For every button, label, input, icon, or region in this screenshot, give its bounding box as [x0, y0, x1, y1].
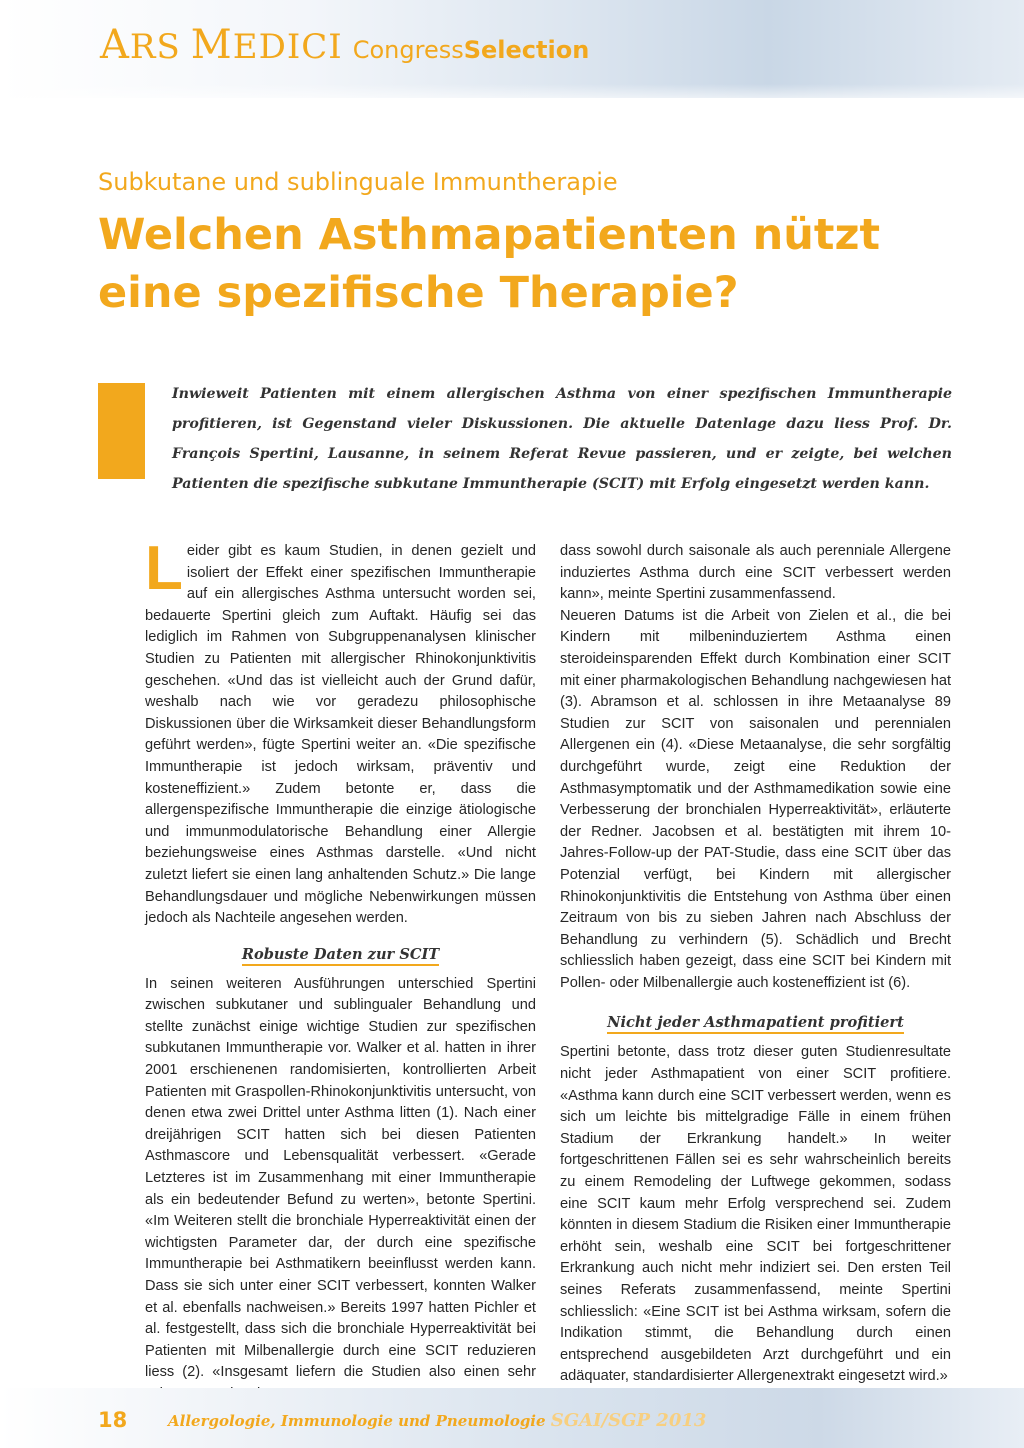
lead-accent-bar: [98, 383, 145, 479]
subhead-robuste-daten-text: Robuste Daten zur SCIT: [242, 946, 439, 966]
article-title: Welchen Asthmapatienten nützt eine spezifische Therapie?: [98, 210, 881, 318]
subhead-nicht-jeder-text: Nicht jeder Asthmapatient profitiert: [607, 1014, 904, 1034]
brand-selection: Selection: [463, 36, 590, 64]
paragraph-conclusion: Spertini betonte, dass trotz dieser guten Studienresultate nicht jeder Asthmapatient von einer SCIT profitiere. «Asthma kann durch eine SCIT verbessert werden, wenn es sich um leichte bis mittelgradige Fälle in einem frühen Stadium der Erkrankung handelt.» In weiter fortgeschrittenen Fällen sei es sehr wahrscheinlich bereits zu einem Remodeling der Luftwege gekommen, sodass eine SCIT kaum mehr Erfolg versprechend sei. Zudem könnten in diesem Stadium die Risiken einer Immuntherapie erhöht sein, weshalb eine SCIT bei fortgeschrittener Erkrankung auch nicht mehr indiziert sei. Den ersten Teil seines Referats zusammenfassend, meinte Spertini schliesslich: «Eine SCIT ist bei Asthma wirksam, sofern die Indikation stimmt, die Behandlung durch einen entsprechend ausgebildeten Arzt durchgeführt und ein adäquater, standardisierter Allergenextrakt eingesetzt wird.»: [560, 1044, 951, 1385]
article-kicker: Subkutane und sublinguale Immuntherapie: [98, 168, 618, 196]
brand-medici: MEDICI: [190, 22, 343, 68]
article-lead: Inwieweit Patienten mit einem allergischen Asthma von einer spezifischen Immuntherapie profitieren, ist Gegenstand vieler Diskussionen. Die aktuelle Datenlage dazu liess Prof. Dr. François Spertini, Lausanne, in seinem Referat Revue passieren, und er zeigte, bei welchen Patienten die spezifische subkutane Immuntherapie (SCIT) mit Erfolg eingesetzt werden kann.: [172, 386, 952, 492]
paragraph-intro: [145, 534, 536, 930]
paragraph-scit-studies: In seinen weiteren Ausführungen unterschied Spertini zwischen subkutaner und sublingualer Behandlung und stellte zunächst einige wichtige Studien zur spezifischen subkutanen Immuntherapie vor. Walker et al. hatten in ihrer 2001 erschienenen randomisierten, kontrollierten Arbeit Patienten mit Graspollen-Rhinokonjunktivitis untersucht, von denen etwa zwei Drittel unter Asthma litten (1). Nach einer dreijährigen SCIT hatten sich bei diesen Patienten Asthmascore und Lebensqualität verbessert. «Gerade Letzteres ist im Zusammenhang mit einer Immuntherapie als ein bedeutender Befund zu werten», betonte Spertini. «Im Weiteren stellt die bronchiale Hyperreaktivität einen der wichtigsten Parameter dar, der durch eine spezifische Immuntherapie bei Asthmatikern beeinflusst werden kann. Dass sie sich unter einer SCIT verbessert, konnten Walker et al. ebenfalls nachweisen.» Bereits 1997 hatten Pichler et al. festgestellt, dass sich die bronchiale Hyperreaktivität bei Patienten mit Milbenallergie durch eine SCIT reduzieren liess (2). «Insgesamt liefern die Studien also einen sehr: [145, 975, 536, 1381]
paragraph-newer-studies: Neueren Datums ist die Arbeit von Zielen et al., die bei Kindern mit milbeninduziertem Asthma einen steroideinsparenden Effekt durch Kombination einer SCIT mit einer pharmakologischen Behandlung nachgewiesen hat (3). Abramson et al. schlossen in ihre Metaanalyse 89 Studien zur SCIT von saisonalen und perennialen Allergenen ein (4). «Diese Metaanalyse, die sehr sorgfältig durchgeführt wurde, zeigt eine Reduktion der Asthmasymptomatik und der Asthmamedikation sowie eine Verbesserung der bronchialen Hyperreaktivität», erläuterte der Redner. Jacobsen et al. bestätigten mit ihrem 10-Jahres-Follow-up der PAT-Studie, dass eine SCIT über das Potenzial verfügt, bei Kindern mit allergischer Rhinokonjunktivitis die Entstehung von Asthma über einen Zeitraum von bis zu sieben Jahren nach Abschluss der Behandlung zu verhindern (5). Schädlich und Brecht schliesslich haben gezeigt, dass eine SCIT bei Kindern mit Pollen- oder Milbenallergie auch kosteneffizient ist (6).: [560, 607, 951, 991]
brand-ars: ARS: [100, 22, 181, 68]
brand-congress: Congress: [352, 36, 464, 64]
paragraph-continuation: dass sowohl durch saisonale als auch perenniale Allergene induziertes Asthma durch eine SCIT verbessert werden kann», meinte Spertini zusammenfassend.: [560, 543, 951, 603]
text-column-right: [560, 541, 951, 1388]
text-column-left: [145, 534, 536, 1406]
journal-title: Allergologie, Immunologie und Pneumologie: [168, 1412, 546, 1430]
subhead-robuste-daten: [145, 944, 536, 966]
page-number: 18: [98, 1408, 128, 1432]
drop-cap: L: [145, 534, 183, 603]
journal-issue: SGAI/SGP 2013: [550, 1410, 707, 1431]
brand-logo: [100, 22, 590, 68]
subhead-nicht-jeder: [560, 1012, 951, 1034]
journal-name: [168, 1410, 706, 1431]
paragraph-intro-text: eider gibt es kaum Studien, in denen gezielt und isoliert der Effekt einer spezifischen Immuntherapie auf ein allergisches Asthma untersucht worden sei, bedauerte Spertini gleich zum Auftakt. Häufig sei das lediglich im Rahmen von Subgruppenanalysen klinischer Studien zu Patienten mit allergischer Rhinokonjunktivitis geschehen. «Und das ist vielleicht auch der Grund dafür, weshalb nach wie vor geradezu philosophische Diskussionen über die Wirksamkeit dieser Behandlungsform geführt werden», fügte Spertini weiter an. «Die spezifische Immuntherapie ist jedoch wirksam, präventiv und kosteneffizient.» Zudem betonte er, dass die allergenspezifische Immuntherapie die einzige ätiologische und immunmodulatorische Behandlung einer Allergie beziehungsweise eines Asthmas darstelle. «Und nicht zuletzt liefert sie einen lang anhaltenden Schutz.» Die lange Behandlungsdauer und mögliche Nebenwirkungen müssen jedoch als Nachteile angesehen werden.: [145, 543, 536, 927]
